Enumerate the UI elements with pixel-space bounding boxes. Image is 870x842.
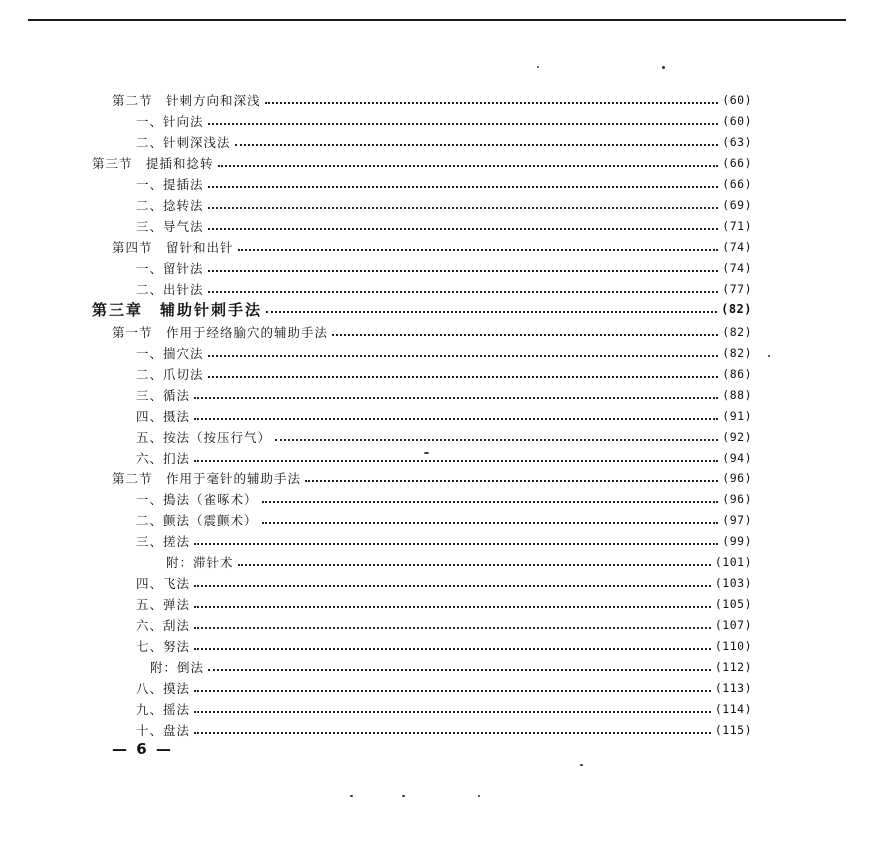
dot-leader [218, 165, 719, 167]
toc-entry[interactable] [136, 406, 752, 426]
dot-leader [208, 669, 711, 671]
dot-leader [208, 207, 719, 209]
scan-speck [662, 66, 665, 69]
scan-speck [478, 795, 480, 797]
toc-entry-label: 六、刮法 [136, 618, 191, 633]
dot-leader [194, 543, 718, 545]
dot-leader [238, 249, 719, 251]
toc-entry-page: (82) [722, 346, 752, 360]
dot-leader [194, 627, 711, 629]
dot-leader [208, 270, 719, 272]
toc-entry-page: (71) [722, 219, 752, 233]
dot-leader [208, 355, 719, 357]
toc-entry-page: (96) [722, 492, 752, 506]
toc-entry-page: (113) [714, 681, 752, 695]
toc-entry-page: (103) [714, 576, 752, 590]
dot-leader [194, 585, 711, 587]
toc-entry-label: 一、提插法 [136, 177, 204, 192]
toc-entry-page: (107) [714, 618, 752, 632]
toc-entry[interactable] [136, 531, 752, 551]
toc-entry-page: (88) [722, 388, 752, 402]
toc-entry[interactable] [136, 510, 752, 530]
toc-entry-label: 八、摸法 [136, 681, 191, 696]
toc-entry-label: 十、盘法 [136, 723, 191, 738]
toc-entry-page: (94) [722, 451, 752, 465]
toc-entry-page: (63) [722, 135, 752, 149]
toc-entry-page: (92) [722, 430, 752, 444]
toc-entry-label: 四、摄法 [136, 409, 191, 424]
toc-entry-label: 二、爪切法 [136, 367, 204, 382]
dot-leader [194, 460, 718, 462]
toc-entry-label: 一、揣穴法 [136, 346, 204, 361]
toc-entry[interactable] [136, 699, 752, 719]
toc-entry[interactable] [136, 216, 752, 236]
toc-entry-page: (60) [722, 93, 752, 107]
toc-entry[interactable] [136, 489, 752, 509]
toc-entry-page: (86) [722, 367, 752, 381]
toc-entry[interactable] [136, 195, 752, 215]
dot-leader [208, 228, 719, 230]
scan-speck [402, 795, 405, 797]
dot-leader [208, 291, 719, 293]
toc-entry-page: (110) [714, 639, 752, 653]
toc-entry-label: 一、针向法 [136, 114, 204, 129]
toc-entry-page: (114) [714, 702, 752, 716]
toc-entry-page: (96) [722, 471, 752, 485]
scan-speck [424, 452, 429, 454]
toc-entry-label: 四、飞法 [136, 576, 191, 591]
scan-speck [768, 355, 770, 357]
dot-leader [332, 334, 718, 336]
toc-entry-label: 二、颤法（震颤术） [136, 513, 258, 528]
toc-entry-label: 二、捻转法 [136, 198, 204, 213]
toc-entry[interactable] [136, 364, 752, 384]
toc-entry-page: (99) [722, 534, 752, 548]
dot-leader [208, 376, 719, 378]
toc-entry[interactable] [136, 573, 752, 593]
dot-leader [194, 711, 711, 713]
dot-leader [194, 397, 718, 399]
toc-entry[interactable] [136, 258, 752, 278]
toc-entry[interactable] [136, 174, 752, 194]
toc-entry-page: (60) [722, 114, 752, 128]
toc-entry[interactable] [136, 343, 752, 363]
toc-entry-label: 二、针刺深浅法 [136, 135, 231, 150]
toc-entry-label: 五、按法（按压行气） [136, 430, 272, 445]
toc-entry-label: 附：滞针术 [166, 555, 234, 570]
toc-entry-page: (74) [722, 261, 752, 275]
toc-entry-page: (74) [722, 240, 752, 254]
dot-leader [238, 564, 711, 566]
toc-entry[interactable] [136, 678, 752, 698]
toc-entry-page: (82) [722, 325, 752, 339]
dot-leader [194, 690, 711, 692]
dot-leader [305, 480, 718, 482]
toc-entry-label: 三、循法 [136, 388, 191, 403]
toc-entry[interactable] [112, 322, 752, 342]
toc-entry[interactable] [136, 720, 752, 740]
toc-entry-label: 第一节 作用于经络腧穴的辅助手法 [112, 325, 329, 340]
dot-leader [265, 102, 719, 104]
toc-entry[interactable] [136, 615, 752, 635]
toc-entry[interactable] [166, 552, 752, 572]
toc-entry-label: 第二节 作用于毫针的辅助手法 [112, 471, 302, 486]
dot-leader [194, 648, 711, 650]
toc-chapter-entry[interactable] [92, 299, 752, 319]
scan-speck [350, 795, 353, 797]
dot-leader [275, 439, 718, 441]
toc-entry[interactable] [136, 111, 752, 131]
toc-entry[interactable] [136, 448, 752, 468]
toc-entry-label: 一、搗法（雀啄术） [136, 492, 258, 507]
toc-entry-label: 第二节 针刺方向和深浅 [112, 93, 261, 108]
dot-leader [235, 144, 719, 146]
toc-entry[interactable] [112, 468, 752, 488]
toc-entry-page: (77) [722, 282, 752, 296]
toc-entry-page: (112) [714, 660, 752, 674]
toc-entry-label: 七、努法 [136, 639, 191, 654]
dot-leader [262, 522, 719, 524]
toc-entry-label: 三、导气法 [136, 219, 204, 234]
toc-entry-label: 二、出针法 [136, 282, 204, 297]
dot-leader [208, 123, 719, 125]
toc-entry-label: 第三节 提插和捻转 [92, 156, 214, 171]
toc-entry[interactable] [136, 385, 752, 405]
toc-entry[interactable] [150, 657, 752, 677]
page-number: — 6 — [112, 740, 173, 758]
toc-entry-page: (101) [714, 555, 752, 569]
toc-entry-label: 第三章 辅助针刺手法 [92, 300, 263, 319]
scan-speck [580, 764, 583, 766]
dot-leader [194, 606, 711, 608]
toc-entry[interactable] [92, 153, 752, 173]
scan-speck [537, 66, 539, 68]
dot-leader [194, 732, 711, 734]
toc-entry-page: (66) [722, 177, 752, 191]
toc-entry[interactable] [112, 90, 752, 110]
toc-entry-label: 三、搓法 [136, 534, 191, 549]
toc-entry-page: (82) [721, 302, 752, 316]
toc-entry-label: 一、留针法 [136, 261, 204, 276]
toc-entry[interactable] [136, 636, 752, 656]
dot-leader [194, 418, 718, 420]
toc-entry-label: 六、扪法 [136, 451, 191, 466]
toc-entry[interactable] [136, 594, 752, 614]
dot-leader [208, 186, 719, 188]
toc-entry-page: (69) [722, 198, 752, 212]
toc-entry[interactable] [136, 279, 752, 299]
toc-entry-page: (97) [722, 513, 752, 527]
toc-entry-label: 第四节 留针和出针 [112, 240, 234, 255]
toc-entry-label: 九、摇法 [136, 702, 191, 717]
dot-leader [262, 501, 719, 503]
toc-entry-label: 附：倒法 [150, 660, 205, 675]
toc-entry[interactable] [136, 132, 752, 152]
toc-entry-page: (91) [722, 409, 752, 423]
toc-entry[interactable] [112, 237, 752, 257]
toc-entry-page: (105) [714, 597, 752, 611]
dot-leader [266, 311, 717, 313]
toc-entry[interactable] [136, 427, 752, 447]
toc-entry-page: (66) [722, 156, 752, 170]
toc-entry-label: 五、弹法 [136, 597, 191, 612]
toc-entry-page: (115) [714, 723, 752, 737]
